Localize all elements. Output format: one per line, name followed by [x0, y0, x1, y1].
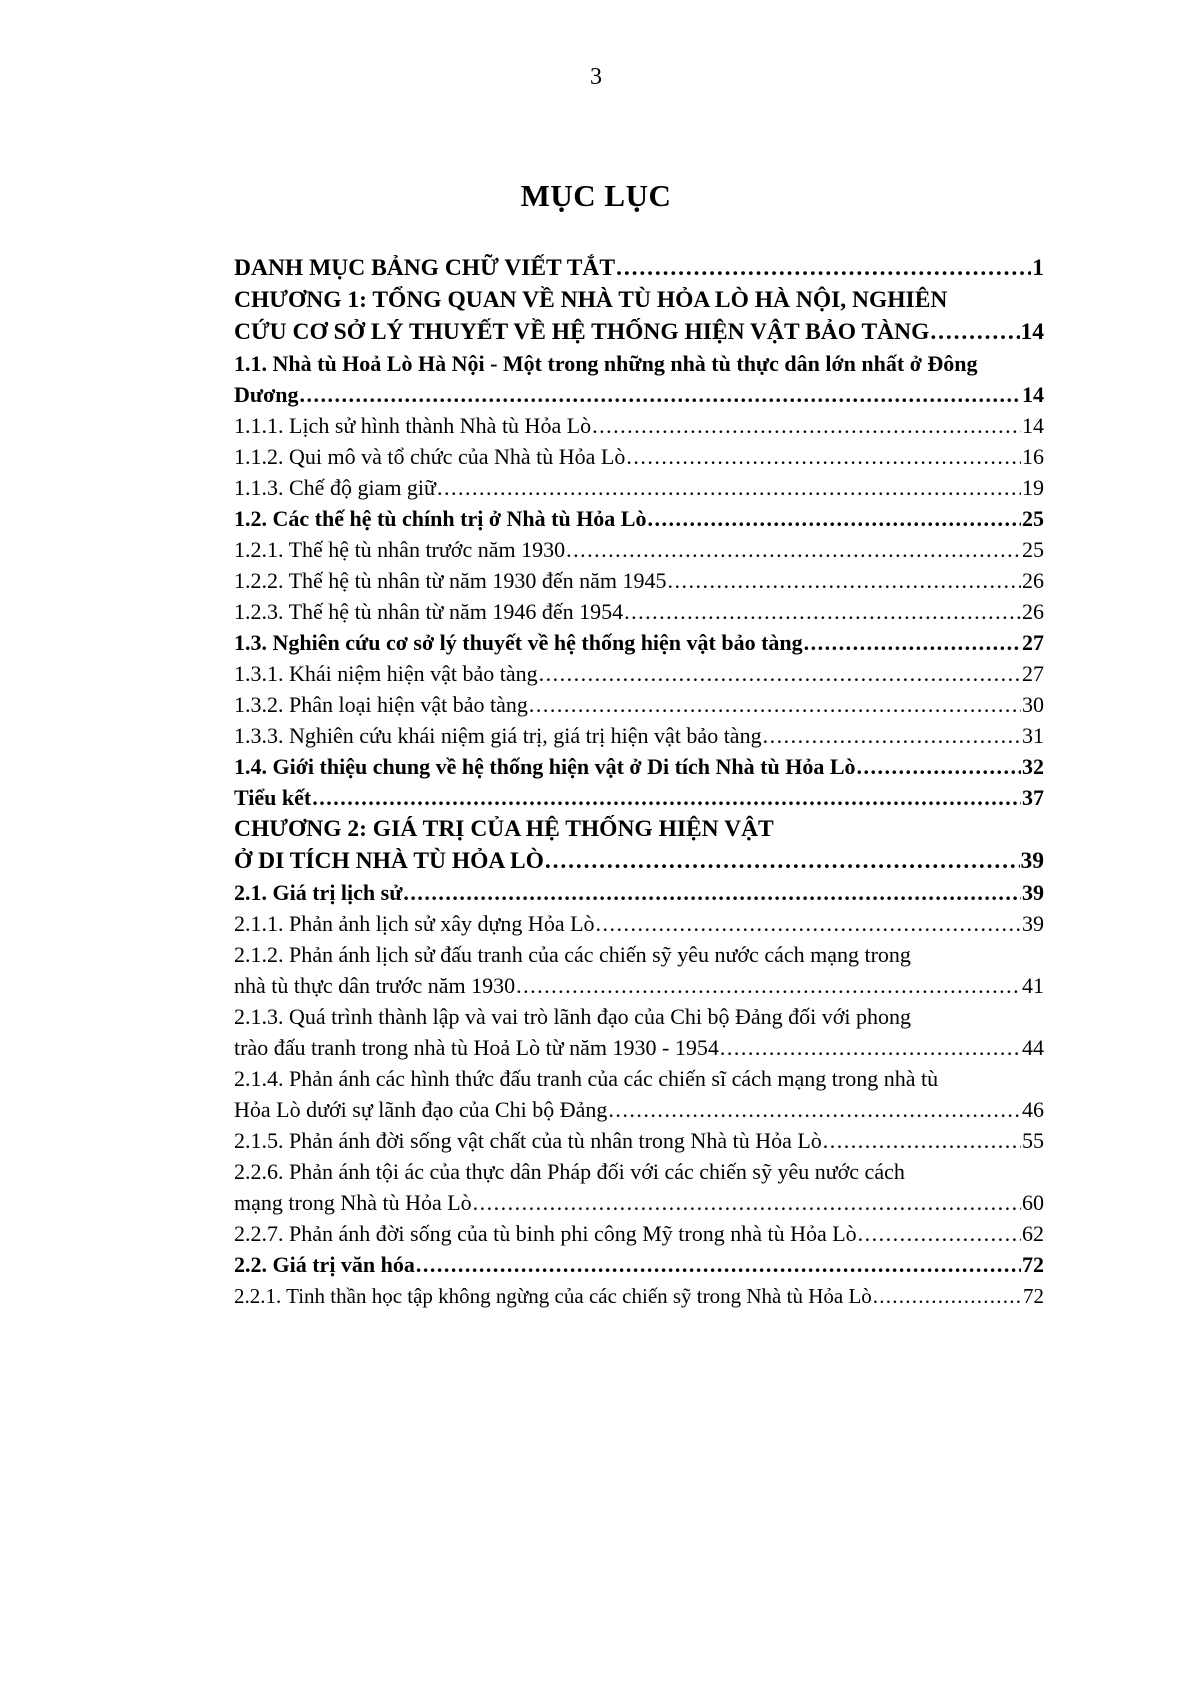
dot-leader: [624, 596, 1021, 627]
toc-entry-line: [234, 845, 1044, 877]
toc-page-number: 41: [1022, 973, 1044, 998]
toc-entry: [234, 658, 1044, 689]
dot-leader: [858, 1218, 1021, 1249]
toc-page-number: 30: [1022, 692, 1044, 717]
dot-leader: [857, 751, 1022, 782]
toc-entry: [234, 751, 1044, 782]
toc-entry: [234, 1280, 1044, 1313]
toc-entry-line: [234, 441, 1044, 472]
toc-entry-line: [234, 472, 1044, 503]
toc-entry-line: [234, 1094, 1044, 1125]
dot-leader: [529, 689, 1021, 720]
toc-page-number: 39: [1022, 880, 1044, 905]
dot-leader: [873, 1280, 1022, 1313]
toc-entry-text: 1.1.2. Qui mô và tổ chức của Nhà tù Hỏa Lò: [234, 444, 626, 469]
toc-page-number: 37: [1022, 785, 1044, 810]
toc-entry: [234, 1063, 1044, 1125]
toc-page-number: 39: [1022, 911, 1044, 936]
toc-entry-text: 2.2. Giá trị văn hóa: [234, 1252, 415, 1277]
dot-leader: [545, 845, 1020, 877]
dot-leader: [403, 877, 1021, 908]
toc-entry-line: [234, 627, 1044, 658]
dot-leader: [300, 379, 1021, 410]
toc-page-number: 62: [1022, 1221, 1044, 1246]
toc-entry-line: [234, 503, 1044, 534]
toc-entry-line: [234, 782, 1044, 813]
toc-entry: [234, 472, 1044, 503]
toc-entry-text: nhà tù thực dân trước năm 1930: [234, 973, 516, 998]
toc-entry-line: [234, 565, 1044, 596]
toc-page-number: 25: [1022, 506, 1044, 531]
toc-entry-text: 2.2.6. Phản ánh tội ác của thực dân Pháp đối với các chiến sỹ yêu nước cách: [234, 1159, 905, 1184]
toc-entry: [234, 534, 1044, 565]
toc-entry-text: 1.3. Nghiên cứu cơ sở lý thuyết về hệ thống hiện vật bảo tàng: [234, 630, 803, 655]
toc-page-number: 44: [1022, 1035, 1044, 1060]
toc-entry-text: 1.4. Giới thiệu chung về hệ thống hiện vật ở Di tích Nhà tù Hỏa Lò: [234, 754, 856, 779]
dot-leader: [608, 1094, 1021, 1125]
toc-entry: [234, 1156, 1044, 1218]
toc-entry-text: 2.2.7. Phản ánh đời sống của tù binh phi công Mỹ trong nhà tù Hỏa Lò: [234, 1221, 857, 1246]
dot-leader: [626, 441, 1021, 472]
toc-page-number: 55: [1022, 1128, 1044, 1153]
toc-page-number: 27: [1022, 630, 1044, 655]
toc-entry: [234, 877, 1044, 908]
table-of-contents: [234, 252, 1044, 1313]
toc-entry-line: [234, 877, 1044, 908]
toc-entry-text: CỨU CƠ SỞ LÝ THUYẾT VỀ HỆ THỐNG HIỆN VẬT BẢO TÀNG: [234, 319, 930, 345]
toc-entry-text: 1.2.3. Thế hệ tù nhân từ năm 1946 đến 1954: [234, 599, 624, 624]
toc-entry: [234, 252, 1044, 284]
toc-entry-text: 2.1.1. Phản ảnh lịch sử xây dựng Hỏa Lò: [234, 911, 595, 936]
page-title: MỤC LỤC: [520, 178, 672, 213]
toc-entry-line: [234, 410, 1044, 441]
toc-entry: [234, 441, 1044, 472]
toc-entry-line: [234, 751, 1044, 782]
dot-leader: [668, 565, 1021, 596]
toc-entry: [234, 596, 1044, 627]
toc-page-number: 31: [1022, 723, 1044, 748]
toc-page-number: 27: [1022, 661, 1044, 686]
toc-entry-text: 1.2. Các thế hệ tù chính trị ở Nhà tù Hỏa Lò: [234, 506, 647, 531]
toc-entry-text: 1.2.2. Thế hệ tù nhân từ năm 1930 đến năm 1945: [234, 568, 667, 593]
toc-entry-text: 1.1.3. Chế độ giam giữ: [234, 475, 436, 500]
toc-entry: [234, 908, 1044, 939]
toc-entry-text: 1.3.3. Nghiên cứu khái niệm giá trị, giá trị hiện vật bảo tàng: [234, 723, 762, 748]
toc-entry-text: Ở DI TÍCH NHÀ TÙ HỎA LÒ: [234, 848, 544, 874]
toc-page-number: 14: [1020, 319, 1044, 345]
toc-entry-line: [234, 1125, 1044, 1156]
toc-entry-text: Tiểu kết: [234, 785, 312, 810]
toc-entry: [234, 689, 1044, 720]
toc-entry-text: 2.1.5. Phản ánh đời sống vật chất của tù nhân trong Nhà tù Hỏa Lò: [234, 1128, 822, 1153]
toc-entry-line: [234, 1249, 1044, 1280]
toc-entry-text: 2.1. Giá trị lịch sử: [234, 880, 403, 905]
toc-entry-text: CHƯƠNG 1: TỔNG QUAN VỀ NHÀ TÙ HỎA LÒ HÀ NỘI, NGHIÊN: [234, 287, 948, 313]
dot-leader: [566, 534, 1021, 565]
toc-page-number: 14: [1022, 413, 1044, 438]
dot-leader: [437, 472, 1021, 503]
toc-page-number: 72: [1022, 1252, 1044, 1277]
toc-entry-text: Dương: [234, 382, 299, 407]
toc-entry: [234, 410, 1044, 441]
toc-page-number: 72: [1023, 1284, 1044, 1308]
toc-page-number: 25: [1022, 537, 1044, 562]
toc-entry-text: 1.3.2. Phân loại hiện vật bảo tàng: [234, 692, 528, 717]
toc-entry-line: [234, 970, 1044, 1001]
page-number: 3: [590, 64, 602, 90]
toc-entry-line: [234, 658, 1044, 689]
dot-leader: [516, 970, 1021, 1001]
toc-entry-text: 2.1.2. Phản ánh lịch sử đấu tranh của các chiến sỹ yêu nước cách mạng trong: [234, 942, 911, 967]
toc-entry-text: 2.2.1. Tinh thần học tập không ngừng của các chiến sỹ trong Nhà tù Hỏa Lò: [234, 1284, 872, 1308]
toc-entry: [234, 348, 1044, 410]
toc-entry-line: [234, 534, 1044, 565]
toc-entry-line: [234, 939, 1044, 970]
toc-entry-text: 1.3.1. Khái niệm hiện vật bảo tàng: [234, 661, 538, 686]
toc-entry-line: [234, 596, 1044, 627]
toc-entry-text: CHƯƠNG 2: GIÁ TRỊ CỦA HỆ THỐNG HIỆN VẬT: [234, 816, 774, 842]
toc-entry-text: DANH MỤC BẢNG CHỮ VIẾT TẮT: [234, 255, 616, 281]
toc-entry-line: [234, 689, 1044, 720]
toc-entry-line: [234, 379, 1044, 410]
toc-entry: [234, 782, 1044, 813]
toc-entry-text: Hỏa Lò dưới sự lãnh đạo của Chi bộ Đảng: [234, 1097, 608, 1122]
toc-entry: [234, 720, 1044, 751]
toc-page-number: 46: [1022, 1097, 1044, 1122]
toc-entry-text: 2.1.4. Phản ánh các hình thức đấu tranh của các chiến sĩ cách mạng trong nhà tù: [234, 1066, 939, 1091]
dot-leader: [416, 1249, 1021, 1280]
toc-page-number: 39: [1020, 848, 1044, 874]
toc-entry-text: 1.1.1. Lịch sử hình thành Nhà tù Hỏa Lò: [234, 413, 592, 438]
dot-leader: [804, 627, 1021, 658]
toc-entry: [234, 1001, 1044, 1063]
toc-entry: [234, 939, 1044, 1001]
toc-entry: [234, 1218, 1044, 1249]
dot-leader: [312, 782, 1021, 813]
toc-entry-line: [234, 1001, 1044, 1032]
toc-entry: [234, 1249, 1044, 1280]
toc-page-number: 1: [1032, 255, 1044, 281]
toc-entry-line: [234, 813, 1044, 845]
toc-entry-line: [234, 1187, 1044, 1218]
toc-entry: [234, 503, 1044, 534]
dot-leader: [763, 720, 1021, 751]
toc-entry-line: [234, 908, 1044, 939]
toc-entry-line: [234, 1218, 1044, 1249]
dot-leader: [473, 1187, 1021, 1218]
toc-entry: [234, 284, 1044, 348]
toc-entry-line: [234, 284, 1044, 316]
toc-entry-text: 2.1.3. Quá trình thành lập và vai trò lãnh đạo của Chi bộ Đảng đối với phong: [234, 1004, 912, 1029]
toc-entry-line: [234, 252, 1044, 284]
toc-entry: [234, 1125, 1044, 1156]
toc-page-number: 60: [1022, 1190, 1044, 1215]
dot-leader: [823, 1125, 1021, 1156]
toc-page-number: 26: [1022, 599, 1044, 624]
toc-entry-line: [234, 316, 1044, 348]
dot-leader: [720, 1032, 1021, 1063]
toc-page-number: 16: [1022, 444, 1044, 469]
dot-leader: [616, 252, 1031, 284]
dot-leader: [539, 658, 1021, 689]
toc-entry-text: mạng trong Nhà tù Hỏa Lò: [234, 1190, 472, 1215]
toc-entry-line: [234, 1156, 1044, 1187]
toc-entry-line: [234, 348, 1044, 379]
toc-entry: [234, 813, 1044, 877]
toc-entry-text: 1.1. Nhà tù Hoả Lò Hà Nội - Một trong những nhà tù thực dân lớn nhất ở Đông: [234, 351, 978, 376]
toc-entry: [234, 627, 1044, 658]
toc-entry-line: [234, 1032, 1044, 1063]
toc-entry-text: trào đấu tranh trong nhà tù Hoả Lò từ năm 1930 - 1954: [234, 1035, 719, 1060]
toc-page-number: 19: [1022, 475, 1044, 500]
dot-leader: [596, 908, 1021, 939]
dot-leader: [647, 503, 1021, 534]
toc-page-number: 14: [1022, 382, 1044, 407]
dot-leader: [930, 316, 1019, 348]
toc-page-number: 32: [1022, 754, 1044, 779]
toc-entry: [234, 565, 1044, 596]
toc-entry-line: [234, 720, 1044, 751]
toc-page-number: 26: [1022, 568, 1044, 593]
toc-entry-line: [234, 1280, 1044, 1313]
toc-entry-text: 1.2.1. Thế hệ tù nhân trước năm 1930: [234, 537, 566, 562]
toc-entry-line: [234, 1063, 1044, 1094]
dot-leader: [592, 410, 1021, 441]
